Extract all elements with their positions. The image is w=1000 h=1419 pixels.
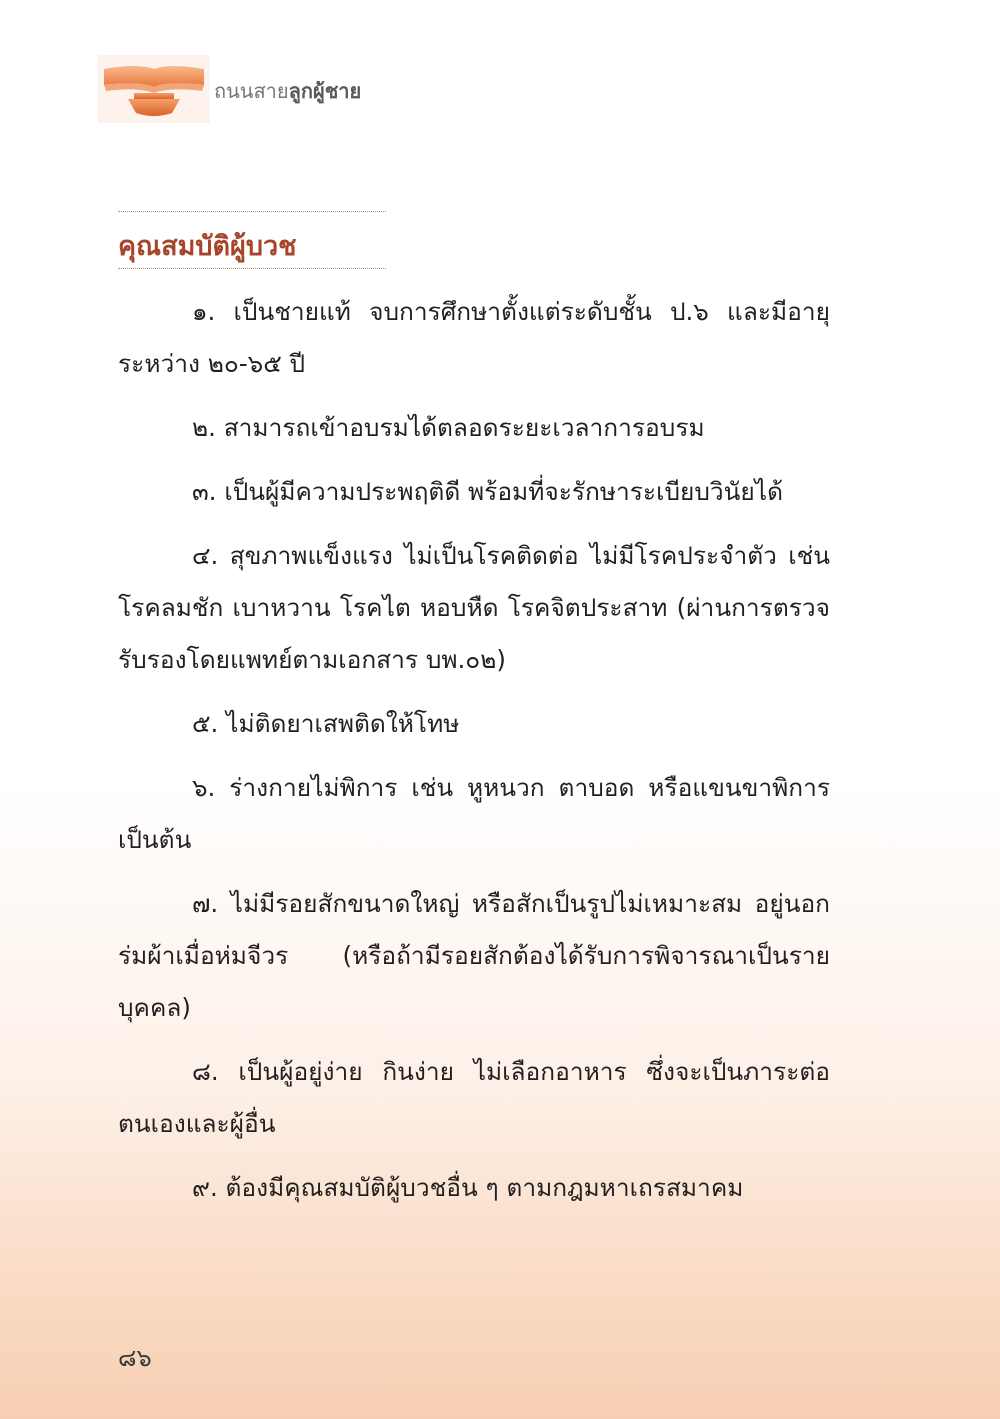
book-title-part1: ถนนสาย xyxy=(214,79,289,103)
book-on-stand-logo xyxy=(98,55,210,123)
list-item: ๙. ต้องมีคุณสมบัติผู้บวชอื่น ๆ ตามกฎมหาเถรสมาคม xyxy=(192,1173,744,1202)
list-item: ๗. ไม่มีรอยสักขนาดใหญ่ หรือสักเป็นรูปไม่เหมาะสม อยู่นอกร่มผ้าเมื่อห่มจีวร (หรือถ้ามีรอยสักต้องได้รับการพิจารณาเป็นรายบุคคล) xyxy=(118,889,830,1022)
heading-top-rule xyxy=(118,211,386,212)
section-heading: คุณสมบัติผู้บวช xyxy=(118,231,297,262)
list-item: ๘. เป็นผู้อยู่ง่าย กินง่าย ไม่เลือกอาหาร ซึ่งจะเป็นภาระต่อตนเองและผู้อื่น xyxy=(118,1057,830,1138)
list-item: ๕. ไม่ติดยาเสพติดให้โทษ xyxy=(192,709,460,738)
list-item: ๒. สามารถเข้าอบรมได้ตลอดระยะเวลาการอบรม xyxy=(192,413,705,442)
list-item: ๓. เป็นผู้มีความประพฤติดี พร้อมที่จะรักษาระเบียบวินัยได้ xyxy=(192,477,784,506)
qualification-list xyxy=(118,286,830,1226)
book-title xyxy=(214,75,361,107)
page-number: ๘๖ xyxy=(118,1344,152,1372)
list-item: ๑. เป็นชายแท้ จบการศึกษาตั้งแต่ระดับชั้น ป.๖ และมีอายุระหว่าง ๒๐-๖๕ ปี xyxy=(118,297,830,378)
list-item: ๖. ร่างกายไม่พิการ เช่น หูหนวก ตาบอด หรือแขนขาพิการ เป็นต้น xyxy=(118,773,830,854)
list-item: ๔. สุขภาพแข็งแรง ไม่เป็นโรคติดต่อ ไม่มีโรคประจำตัว เช่น โรคลมชัก เบาหวาน โรคไต หอบหืด โรคจิตประสาท (ผ่านการตรวจรับรองโดยแพทย์ตามเอกสาร บพ.๐๒) xyxy=(118,541,830,674)
page-header xyxy=(98,55,498,127)
heading-bottom-rule xyxy=(118,268,386,269)
book-title-part2: ลูกผู้ชาย xyxy=(288,79,362,103)
